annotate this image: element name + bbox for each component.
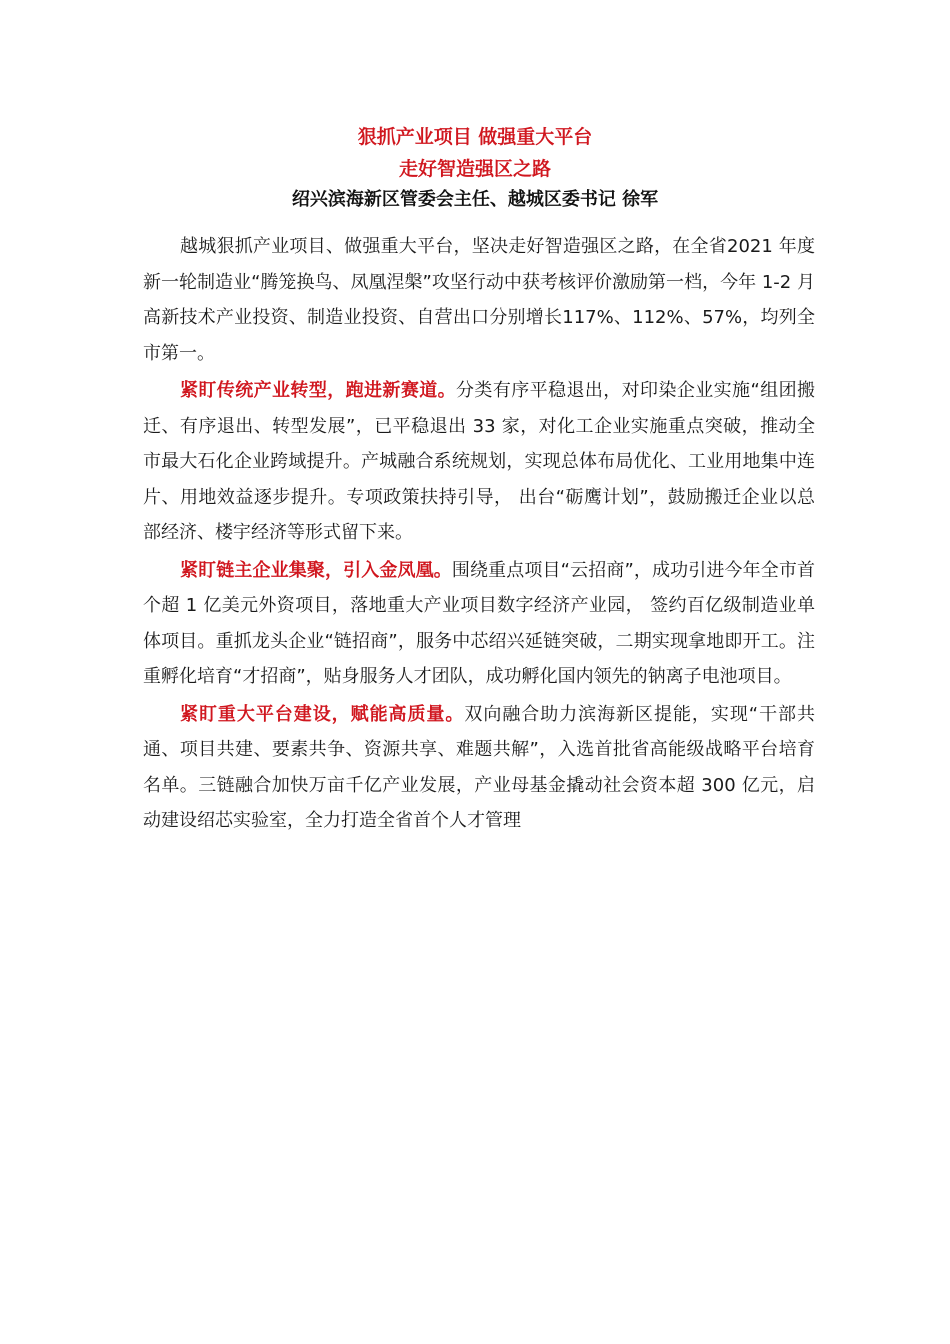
- paragraph-traditional-industry: [143, 373, 815, 551]
- paragraph-intro: [143, 229, 815, 371]
- paragraph-chain-leaders: [143, 553, 815, 695]
- paragraph-text: 越城狠抓产业项目、做强重大平台，坚决走好智造强区之路，在全省2021 年度新一轮制造业“腾笼换鸟、凤凰涅槃”攻坚行动中获考核评价激励第一档，今年 1-2 月高新技术产业投资、制造业投资、自营出口分别增长117%、112%、57%，均列全市第一。: [143, 236, 815, 364]
- paragraph-lead: 紧盯传统产业转型，跑进新赛道。: [180, 380, 457, 401]
- article-body: [143, 229, 815, 841]
- author-byline: 绍兴滨海新区管委会主任、越城区委书记 徐军: [291, 189, 659, 210]
- paragraph-lead: 紧盯链主企业集聚，引入金凤凰。: [180, 559, 452, 581]
- paragraph-major-platform: [143, 697, 815, 839]
- headline-line-2: 走好智造强区之路: [398, 158, 551, 180]
- paragraph-text: 围绕重点项目“云招商”，成功引进今年全市首个超 1 亿美元外资项目，落地重大产业项目数字经济产业园， 签约百亿级制造业单体项目。重抓龙头企业“链招商”，服务中芯绍兴延链突破，二期实现拿地即开工。注重孵化培育“才招商”，贴身服务人才团队，成功孵化国内领先的钠离子电池项目。: [143, 559, 816, 687]
- paragraph-text: 双向融合助力滨海新区提能，实现“干部共通、项目共建、要素共争、资源共享、难题共解”，入选首批省高能级战略平台培育名单。三链融合加快万亩千亿产业发展，产业母基金撬动社会资本超 300 亿元，启动建设绍芯实验室，全力打造全省首个人才管理: [143, 703, 816, 831]
- paragraph-lead: 紧盯重大平台建设，赋能高质量。: [180, 703, 465, 725]
- headline-line-1: 狠抓产业项目 做强重大平台: [357, 126, 593, 148]
- paragraph-text: 分类有序平稳退出，对印染企业实施“组团搬迁、有序退出、转型发展”，已平稳退出 33 家，对化工企业实施重点突破，推动全市最大石化企业跨域提升。产城融合系统规划，实现总体布局优化、工业用地集中连片、用地效益逐步提升。专项政策扶持引导， 出台“砺鹰计划”，鼓励搬迁企业以总部经济、楼宇经济等形式留下来。: [143, 380, 815, 543]
